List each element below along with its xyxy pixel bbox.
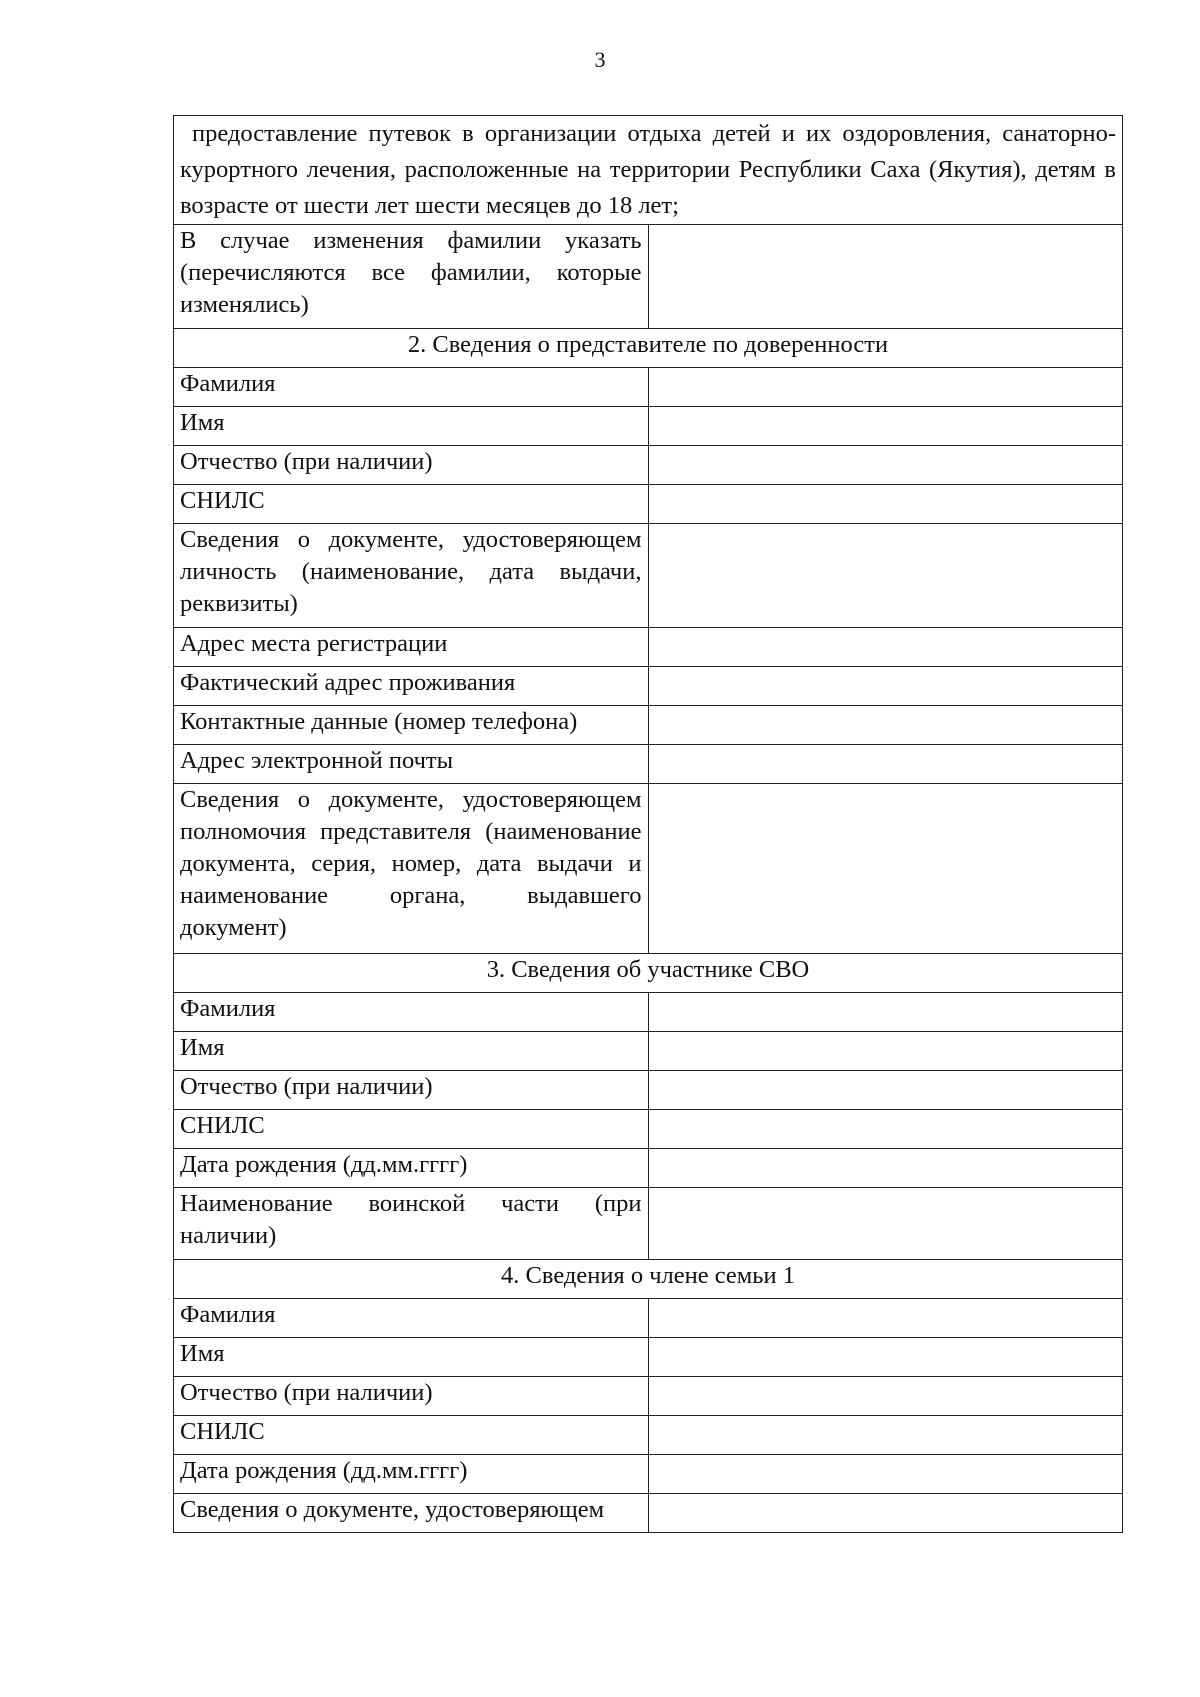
- field-label: Фактический адрес проживания: [174, 667, 649, 706]
- table-row: [174, 407, 1123, 446]
- table-row: [174, 485, 1123, 524]
- field-label: СНИЛС: [174, 1416, 649, 1455]
- representative-authority-document-field[interactable]: [648, 784, 1123, 954]
- application-form-table: [173, 115, 1123, 1533]
- section-title: 3. Сведения об участнике СВО: [174, 954, 1123, 993]
- participant-surname-field[interactable]: [648, 993, 1123, 1032]
- table-row: [174, 628, 1123, 667]
- field-label: Фамилия: [174, 368, 649, 407]
- representative-email-field[interactable]: [648, 745, 1123, 784]
- field-label: Сведения о документе, удостоверяющем личность (наименование, дата выдачи, реквизиты): [174, 524, 649, 628]
- family-member-birth-date-field[interactable]: [648, 1455, 1123, 1494]
- representative-id-document-field[interactable]: [648, 524, 1123, 628]
- surname-change-label: В случае изменения фамилии указать (перечисляются все фамилии, которые изменялись): [174, 225, 649, 329]
- representative-phone-field[interactable]: [648, 706, 1123, 745]
- surname-change-row: [174, 225, 1123, 329]
- field-label: Контактные данные (номер телефона): [174, 706, 649, 745]
- table-row: [174, 446, 1123, 485]
- table-row: [174, 1149, 1123, 1188]
- field-label: Сведения о документе, удостоверяющем: [174, 1494, 649, 1533]
- field-label: Отчество (при наличии): [174, 446, 649, 485]
- family-member-patronymic-field[interactable]: [648, 1377, 1123, 1416]
- section-header-family-member: [174, 1260, 1123, 1299]
- family-member-snils-field[interactable]: [648, 1416, 1123, 1455]
- section-title: 4. Сведения о члене семьи 1: [174, 1260, 1123, 1299]
- field-label: Дата рождения (дд.мм.гггг): [174, 1149, 649, 1188]
- table-row: [174, 1299, 1123, 1338]
- field-label: Отчество (при наличии): [174, 1377, 649, 1416]
- field-label: Наименование воинской части (при наличии): [174, 1188, 649, 1260]
- table-row: [174, 1110, 1123, 1149]
- representative-patronymic-field[interactable]: [648, 446, 1123, 485]
- field-label: Имя: [174, 1032, 649, 1071]
- field-label: СНИЛС: [174, 485, 649, 524]
- field-label: Фамилия: [174, 1299, 649, 1338]
- page-number: 3: [594, 47, 606, 72]
- participant-name-field[interactable]: [648, 1032, 1123, 1071]
- intro-row: [174, 116, 1123, 225]
- field-label: СНИЛС: [174, 1110, 649, 1149]
- representative-registration-address-field[interactable]: [648, 628, 1123, 667]
- table-row: [174, 993, 1123, 1032]
- field-label: Адрес электронной почты: [174, 745, 649, 784]
- participant-birth-date-field[interactable]: [648, 1149, 1123, 1188]
- table-row: [174, 784, 1123, 954]
- family-member-surname-field[interactable]: [648, 1299, 1123, 1338]
- participant-snils-field[interactable]: [648, 1110, 1123, 1149]
- table-row: [174, 1338, 1123, 1377]
- table-row: [174, 368, 1123, 407]
- field-label: Имя: [174, 407, 649, 446]
- table-row: [174, 1494, 1123, 1533]
- representative-snils-field[interactable]: [648, 485, 1123, 524]
- section-title: 2. Сведения о представителе по доверенности: [174, 329, 1123, 368]
- field-label: Адрес места регистрации: [174, 628, 649, 667]
- table-row: [174, 1377, 1123, 1416]
- section-header-representative: [174, 329, 1123, 368]
- representative-surname-field[interactable]: [648, 368, 1123, 407]
- family-member-name-field[interactable]: [648, 1338, 1123, 1377]
- field-label: Фамилия: [174, 993, 649, 1032]
- field-label: Отчество (при наличии): [174, 1071, 649, 1110]
- field-label: Сведения о документе, удостоверяющем полномочия представителя (наименование документа, серия, номер, дата выдачи и наименование органа, выдавшего документ): [174, 784, 649, 954]
- participant-military-unit-field[interactable]: [648, 1188, 1123, 1260]
- intro-text: предоставление путевок в организации отдыха детей и их оздоровления, санаторно-курортного лечения, расположенные на территории Республики Саха (Якутия), детям в возрасте от шести лет шести месяцев до 18 лет;: [174, 116, 1123, 225]
- representative-actual-address-field[interactable]: [648, 667, 1123, 706]
- table-row: [174, 524, 1123, 628]
- field-label: Имя: [174, 1338, 649, 1377]
- table-row: [174, 1032, 1123, 1071]
- table-row: [174, 1188, 1123, 1260]
- table-row: [174, 706, 1123, 745]
- field-label: Дата рождения (дд.мм.гггг): [174, 1455, 649, 1494]
- representative-name-field[interactable]: [648, 407, 1123, 446]
- section-header-svo-participant: [174, 954, 1123, 993]
- table-row: [174, 1455, 1123, 1494]
- surname-change-field[interactable]: [648, 225, 1123, 329]
- participant-patronymic-field[interactable]: [648, 1071, 1123, 1110]
- family-member-id-document-field[interactable]: [648, 1494, 1123, 1533]
- table-row: [174, 1416, 1123, 1455]
- table-row: [174, 667, 1123, 706]
- table-row: [174, 1071, 1123, 1110]
- table-row: [174, 745, 1123, 784]
